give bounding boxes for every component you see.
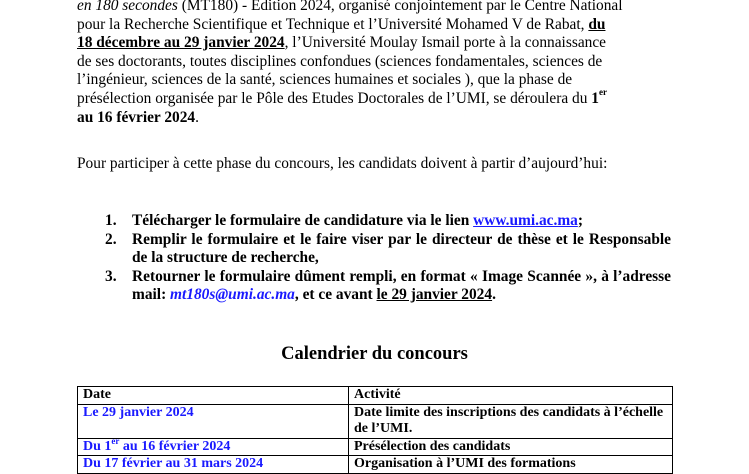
step-text: Remplir le formulaire et le faire viser par le directeur de thèse et le Responsable de la structure de recherche, (132, 230, 671, 267)
row-date: Le 29 janvier 2024 (78, 404, 349, 438)
header-activity: Activité (349, 387, 673, 405)
participate-paragraph (77, 155, 671, 174)
row-activity: Date limite des inscriptions des candidats à l’échelle de l’UMI. (349, 404, 673, 438)
step-item (105, 268, 671, 305)
step-number: 1. (105, 212, 117, 229)
intro-line2-bold: du (588, 15, 606, 33)
intro-line2: pour la Recherche Scientifique et Technique et l’Université Mohamed V de Rabat, (77, 15, 589, 33)
row-date (78, 435, 349, 456)
step-text: Retourner le formulaire dûment rempli, en format « Image Scannée », à l’adresse mail: (132, 267, 671, 304)
step-number: 3. (105, 267, 117, 285)
intro-line4: de ses doctorants, toutes disciplines confondues (sciences fondamentales, sciences de (77, 52, 603, 70)
step-text: Télécharger le formulaire de candidature via le lien (132, 212, 474, 229)
row-date: Du 17 février au 31 mars 2024 (78, 456, 349, 474)
table-row (78, 456, 673, 474)
row-date-sup: er (111, 435, 120, 446)
table-row (78, 404, 673, 438)
intro-paragraph (77, 0, 673, 127)
calendar-table (77, 386, 673, 474)
row-date-b: au 16 février 2024 (119, 438, 231, 454)
intro-line6-bold: 1 (591, 89, 599, 107)
intro-line6-sup: er (598, 86, 607, 97)
intro-line1-italic: en 180 secondes (77, 0, 178, 14)
step-number: 2. (105, 230, 117, 248)
table-header-row (78, 387, 673, 405)
intro-line3: , l’Université Moulay Ismail porte à la connaissance (284, 34, 607, 52)
header-date: Date (78, 387, 349, 405)
intro-line5: l’ingénieur, sciences de la santé, sciences humaines et sociales ), que la phase de (77, 71, 573, 89)
deadline-text: le 29 janvier 2024 (376, 286, 493, 304)
row-date-a: Du 1 (83, 438, 112, 454)
row-activity: Présélection des candidats (349, 438, 673, 456)
intro-line1: (MT180) - Edition 2024, organisé conjointement par le Centre National (177, 0, 623, 14)
step-item (105, 212, 671, 231)
participate-text: Pour participer à cette phase du concours, les candidats doivent à partir d’aujourd’hui: (77, 155, 608, 172)
steps-list (105, 212, 671, 305)
step-text-b: , et ce avant (294, 286, 377, 304)
website-link[interactable]: www.umi.ac.ma (473, 212, 578, 229)
intro-line6: présélection organisée par le Pôle des Etudes Doctorales de l’UMI, se déroulera du (77, 89, 592, 107)
row-activity: Organisation à l’UMI des formations (349, 456, 673, 474)
step-item (105, 231, 671, 268)
step-end: . (492, 286, 496, 304)
intro-line7-bold: au 16 février 2024 (77, 108, 196, 126)
table-row (78, 438, 673, 456)
intro-line7-end: . (195, 108, 199, 126)
email-link[interactable]: mt180s@umi.ac.ma (170, 286, 295, 304)
intro-dates: 18 décembre au 29 janvier 2024 (77, 34, 285, 52)
calendar-title: Calendrier du concours (281, 344, 468, 364)
step-end: ; (577, 212, 583, 229)
